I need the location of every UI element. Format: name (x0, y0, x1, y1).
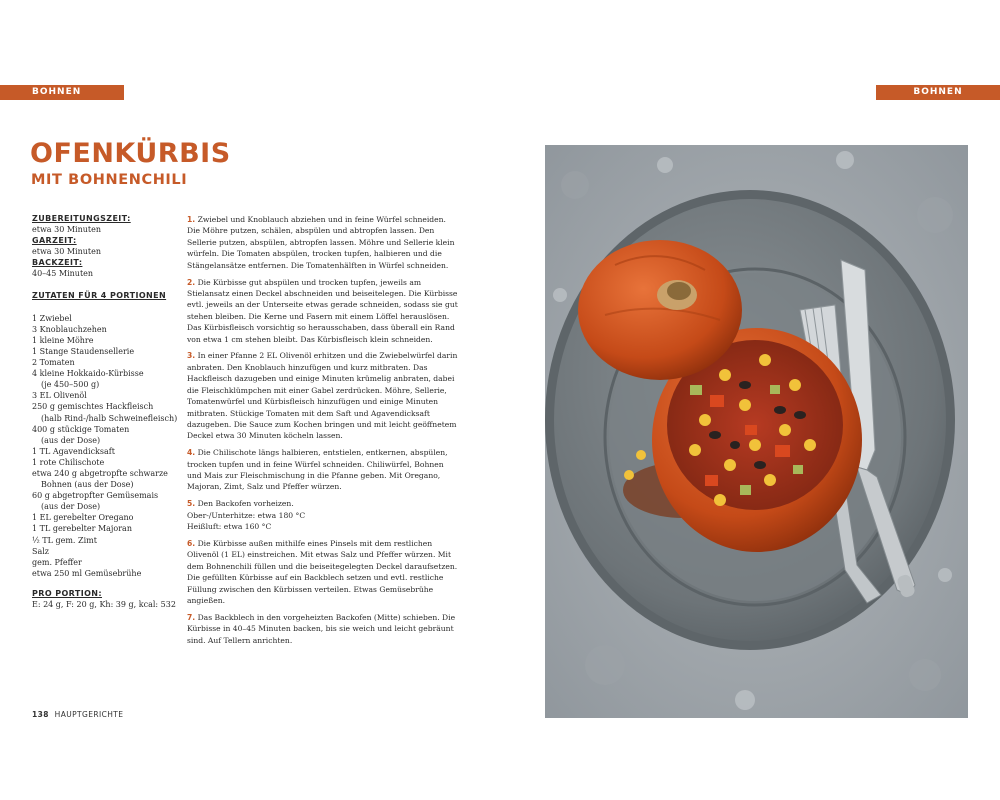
step-subline: Heißluft: etwa 160 °C (187, 522, 272, 532)
ingredient-item: 1 EL gerebelter Oregano (32, 513, 134, 523)
recipe-subtitle: MIT BOHNENCHILI (31, 172, 188, 188)
ingredient-item: gem. Pfeffer (32, 557, 82, 567)
ingredient-item: etwa 250 ml Gemüsebrühe (32, 568, 142, 578)
bake-time-label: BACKZEIT: (32, 258, 83, 268)
section-tab-left: BOHNEN (0, 85, 124, 100)
step-text: Die Chilischote längs halbieren, entstielen, entkernen, abspülen, trocken tupfen und in feine Würfel schneiden. Chiliwürfel, Bohnen und Mais zur Fleischmischung in die Pfanne geben. Mit Oregano, Majoran, Zimt, Salz und Pfeffer würzen. (187, 448, 448, 492)
ingredient-item: 3 EL Olivenöl (32, 391, 87, 401)
step-text: Zwiebel und Knoblauch abziehen und in feine Würfel schneiden. Die Möhre putzen, schälen, abspülen und abtropfen lassen. Den Sellerie putzen, abspülen, abtropfen lassen. Möhre und Sellerie klein würfeln. Die Tomaten abspülen, trocken tupfen, halbieren und die Stängelansätze entfernen. Die Tomatenhälften in Würfel schneiden. (187, 215, 455, 270)
recipe-info-sidebar (32, 213, 182, 610)
step-text: Den Backofen vorheizen. (197, 499, 294, 509)
ingredients-list (32, 313, 182, 579)
step-number: 5. (187, 499, 196, 509)
bake-time-value: 40–45 Minuten (32, 269, 94, 279)
recipe-title: OFENKÜRBIS (30, 138, 231, 169)
portion-value: E: 24 g, F: 20 g, Kh: 39 g, kcal: 532 (32, 600, 176, 609)
cook-time-label: GARZEIT: (32, 236, 77, 246)
ingredient-item: ½ TL gem. Zimt (32, 535, 97, 545)
step-text: Die Kürbisse außen mithilfe eines Pinsels mit dem restlichen Olivenöl (1 EL) einstreichen. Mit etwas Salz und Pfeffer würzen. Mit dem Bohnenchili füllen und die beiseitegelegten Deckel daraufsetzen. Die gefüllten Kürbisse auf ein Backblech setzen und evtl. restliche Füllung zwischen den Kürbissen verteilen. Etwas Gemüsebrühe angießen. (187, 539, 458, 606)
step-number: 6. (187, 539, 196, 549)
step-paragraph (187, 498, 459, 532)
cook-time-value: etwa 30 Minuten (32, 247, 101, 257)
ingredient-item: 2 Tomaten (32, 358, 75, 368)
stuffed-pumpkin-photo (545, 145, 968, 718)
step-text: In einer Pfanne 2 EL Olivenöl erhitzen und die Zwiebelwürfel darin anbraten. Den Knoblauch hinzufügen und kurz mitbraten. Das Hackfleisch dazugeben und einige Minuten krümelig anbraten, dabei die Fleischklümpchen mit einer Gabel zerdrücken. Möhre, Sellerie, Tomatenwürfel und Kürbisfleisch hinzufügen und einige Minuten mitbraten. Stückige Tomaten mit dem Saft und Agavendicksaft dazugeben. Die Sauce zum Kochen bringen und mit leicht geöffnetem Deckel etwa 30 Minuten köcheln lassen. (187, 351, 458, 441)
ingredient-item: 1 rote Chilischote (32, 457, 105, 467)
step-paragraph (187, 538, 459, 606)
step-paragraph (187, 612, 459, 646)
step-number: 3. (187, 351, 196, 361)
section-tab-right: BOHNEN (876, 85, 1000, 100)
step-paragraph (187, 214, 459, 271)
ingredient-item: (je 450–500 g) (41, 380, 100, 390)
prep-time-value: etwa 30 Minuten (32, 225, 101, 235)
page-number: 138 (32, 710, 49, 719)
step-number: 1. (187, 215, 196, 224)
ingredient-item: Bohnen (aus der Dose) (41, 480, 134, 490)
ingredient-item: 1 TL Agavendicksaft (32, 446, 115, 456)
ingredient-item: (halb Rind-/halb Schweinefleisch) (41, 413, 178, 423)
ingredient-item: 1 TL gerebelter Majoran (32, 524, 132, 534)
ingredient-item: etwa 240 g abgetropfte schwarze (32, 468, 168, 478)
step-number: 4. (187, 448, 196, 458)
step-subline: Ober-/Unterhitze: etwa 180 °C (187, 510, 306, 520)
ingredient-item: 1 Stange Staudensellerie (32, 346, 135, 356)
step-paragraph (187, 277, 459, 345)
ingredient-item: (aus der Dose) (41, 435, 101, 445)
ingredient-item: 60 g abgetropfter Gemüsemais (32, 491, 159, 501)
ingredient-item: (aus der Dose) (41, 502, 101, 512)
chapter-name: HAUPTGERICHTE (54, 710, 124, 719)
ingredient-item: 1 kleine Möhre (32, 335, 94, 345)
ingredient-item: Salz (32, 546, 50, 556)
ingredient-item: 400 g stückige Tomaten (32, 424, 130, 434)
ingredients-heading: ZUTATEN FÜR 4 PORTIONEN (32, 290, 167, 300)
ingredient-item: 4 kleine Hokkaido-Kürbisse (32, 369, 144, 379)
prep-time-label: ZUBEREITUNGSZEIT: (32, 214, 131, 223)
preparation-steps (187, 214, 459, 652)
step-paragraph (187, 447, 459, 493)
step-number: 2. (187, 277, 196, 287)
step-paragraph (187, 350, 459, 441)
portion-label: PRO PORTION: (32, 588, 103, 598)
ingredient-item: 3 Knoblauchzehen (32, 324, 107, 334)
ingredient-item: 250 g gemischtes Hackfleisch (32, 402, 154, 412)
ingredient-item: 1 Zwiebel (32, 313, 72, 323)
page-footer (32, 710, 123, 719)
step-text: Das Backblech in den vorgeheizten Backofen (Mitte) schieben. Die Kürbisse in 40–45 Minuten backen, bis sie weich und leicht gebräunt sind. Auf Tellern anrichten. (187, 613, 456, 645)
step-text: Die Kürbisse gut abspülen und trocken tupfen, jeweils am Stielansatz einen Deckel abschneiden und beiseitelegen. Die Kürbisse evtl. jeweils an der Unterseite etwas gerade schneiden, sodass sie gut stehen bleiben. Die Kerne und Fasern mit einem Löffel herauslösen. Das Kürbisfleisch vorsichtig so herausschaben, dass überall ein Rand von etwa 1 cm stehen bleibt. Das Kürbisfleisch klein schneiden. (187, 277, 458, 344)
step-number: 7. (187, 613, 196, 622)
